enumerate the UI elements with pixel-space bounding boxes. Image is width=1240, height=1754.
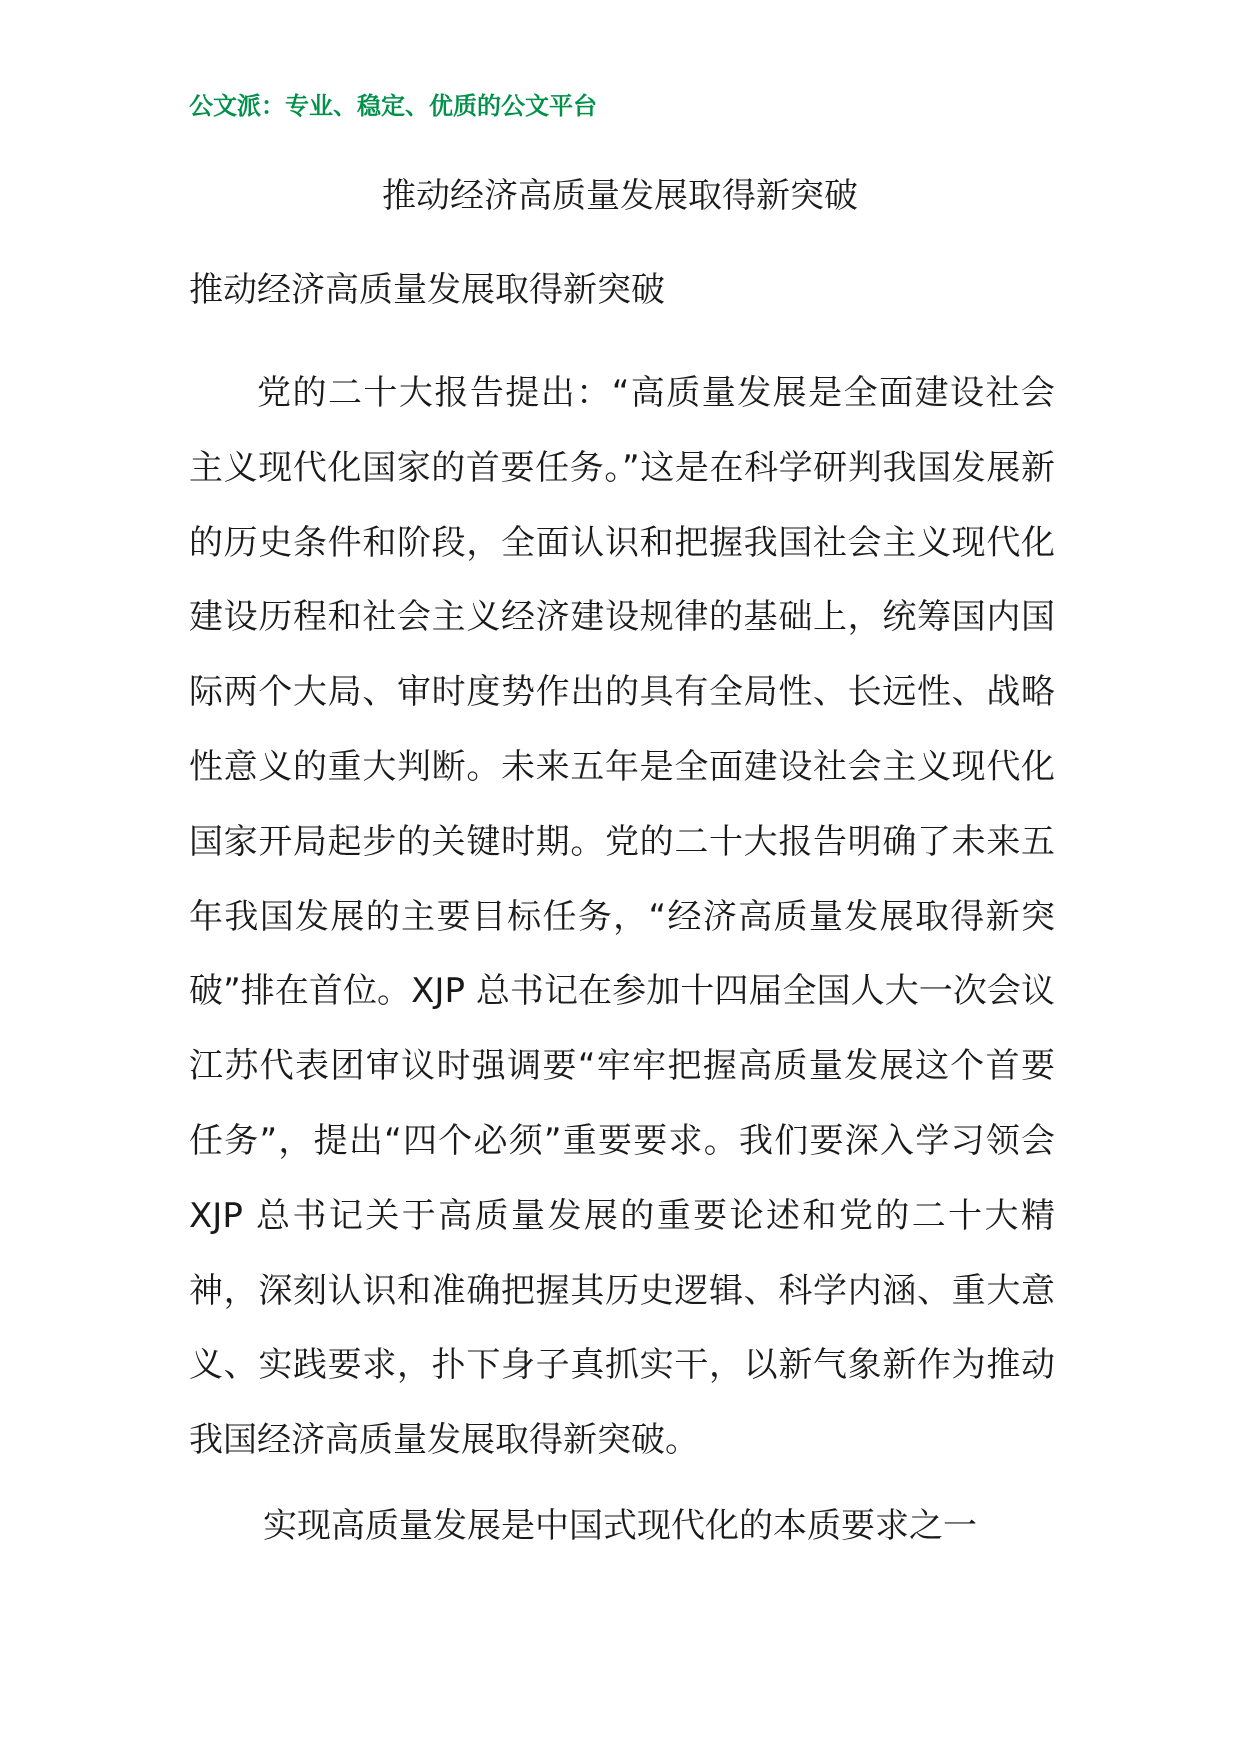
document-subtitle: 推动经济高质量发展取得新突破: [189, 270, 665, 310]
body-paragraph: 党的二十大报告提出：“高质量发展是全面建设社会主义现代化国家的首要任务。”这是在科学研判我国发展新的历史条件和阶段，全面认识和把握我国社会主义现代化建设历程和社会主义经济建设规律的基础上，统筹国内国际两个大局、审时度势作出的具有全局性、长远性、战略性意义的重大判断。未来五年是全面建设社会主义现代化国家开局起步的关键时期。党的二十大报告明确了未来五年我国发展的主要目标任务，“经济高质量发展取得新突破”排在首位。XJP 总书记在参加十四届全国人大一次会议江苏代表团审议时强调要“牢牢把握高质量发展这个首要任务”，提出“四个必须”重要要求。我们要深入学习领会 XJP 总书记关于高质量发展的重要论述和党的二十大精神，深刻认识和准确把握其历史逻辑、科学内涵、重大意义、实践要求，扑下身子真抓实干，以新气象新作为推动我国经济高质量发展取得新突破。: [189, 373, 1055, 1461]
section-heading: 实现高质量发展是中国式现代化的本质要求之一: [263, 1506, 977, 1546]
header-brand-text: 公文派：专业、稳定、优质的公文平台: [189, 92, 597, 120]
document-title: 推动经济高质量发展取得新突破: [382, 176, 858, 216]
